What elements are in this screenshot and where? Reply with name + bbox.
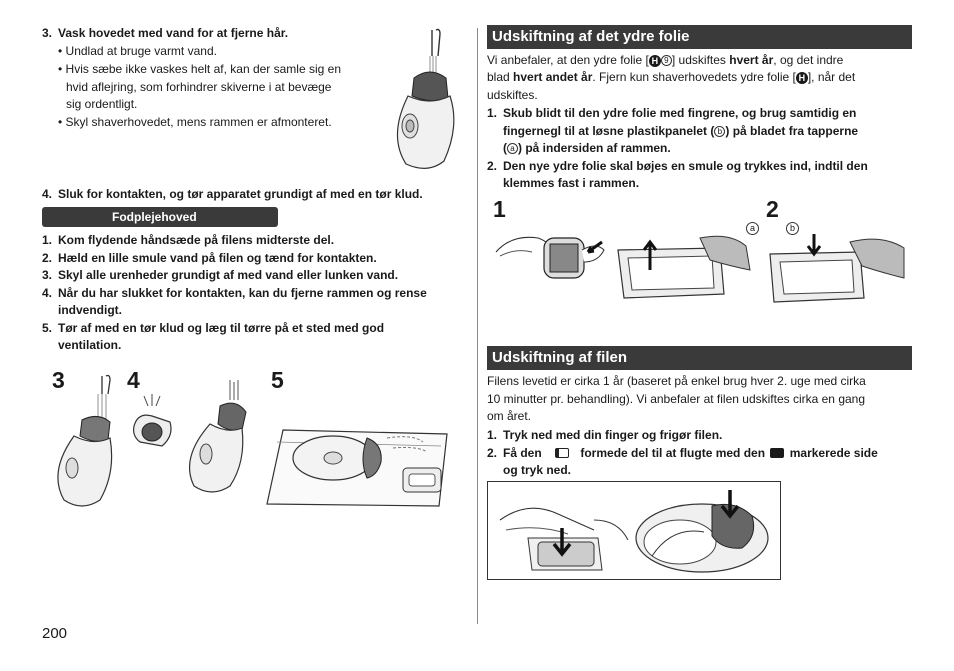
foil-step-2-number: 2.	[487, 159, 498, 173]
foot-file-drying-illustration	[263, 420, 449, 512]
foot-step-number: 3.	[42, 268, 53, 282]
foil-section-heading	[487, 25, 912, 49]
file-section-title: Udskiftning af filen	[492, 349, 627, 366]
foil-intro-text: ] udskiftes	[671, 53, 730, 67]
page-number: 200	[42, 625, 68, 642]
foil-figure-label-2: 2	[766, 196, 779, 222]
bullet-line: sig ordentligt.	[66, 97, 138, 111]
file-step-2-text	[503, 445, 878, 462]
foil-section-title: Udskiftning af det ydre folie	[492, 28, 690, 45]
marked-side-icon	[770, 448, 784, 458]
foil-step-1-number: 1.	[487, 106, 498, 120]
bullet-line: • Skyl shaverhovedet, mens rammen er afmonteret.	[58, 115, 332, 129]
file-section-heading	[487, 346, 912, 370]
foil-step-1-part: fingernegl til at løsne plastikpanelet (	[503, 124, 715, 138]
foot-step-text: Kom flydende håndsæde på filens midterste del.	[58, 233, 335, 247]
column-divider	[477, 28, 478, 624]
foil-removal-hand-illustration	[492, 222, 612, 292]
foil-intro-line: udskiftes.	[487, 88, 538, 102]
foil-step-1-text	[503, 140, 671, 157]
bullet-line: hvid aflejring, som forhindrer skiverne i at bevæge	[66, 80, 332, 94]
foot-step-text: Tør af med en tør klud og læg til tørre på et sted med god	[58, 321, 385, 335]
file-insert-illustration	[632, 486, 772, 576]
foot-step-number: 5.	[42, 321, 53, 335]
file-intro-line: 10 minutter pr. behandling). Vi anbefaler at filen udskiftes cirka en gang	[487, 392, 866, 406]
figure-label-5: 5	[271, 367, 284, 393]
foil-step-2-text: Den nye ydre folie skal bøjes en smule og trykkes ind, indtil den	[503, 159, 868, 173]
file-release-illustration	[498, 490, 630, 574]
foot-step-number: 2.	[42, 251, 53, 265]
figure-label-4: 4	[127, 367, 140, 393]
part-9-icon: 9	[661, 55, 672, 66]
marker-b-text: b	[789, 223, 795, 233]
file-step-1-number: 1.	[487, 428, 498, 442]
file-step-2-part: formede del til at flugte med den	[580, 446, 766, 460]
step-3-title: Vask hovedet med vand for at fjerne hår.	[58, 26, 289, 40]
foot-care-heading	[42, 207, 278, 227]
foil-step-1-text	[503, 123, 858, 140]
foil-intro-emph: hvert år	[729, 53, 774, 67]
foil-intro-line	[487, 52, 843, 69]
rinse-shaver-illustration	[380, 26, 470, 176]
foot-file-switch-illustration	[180, 378, 260, 498]
foot-step-text: Skyl alle urenheder grundigt af med vand eller lunken vand.	[58, 268, 399, 282]
foil-step-1-text: Skub blidt til den ydre folie med fingrene, og brug samtidig en	[503, 106, 857, 120]
figure-label-3: 3	[52, 367, 65, 393]
foot-file-rinse-illustration	[46, 372, 126, 512]
foot-step-number: 1.	[42, 233, 53, 247]
step-3-number: 3.	[42, 26, 53, 40]
foot-file-head-illustration	[130, 392, 178, 454]
foil-step-1-part: ) på indersiden af rammen.	[518, 141, 671, 155]
file-step-2-part: Få den	[503, 446, 542, 460]
outer-foil-icon: H	[649, 55, 661, 67]
file-step-2-text: og tryk ned.	[503, 463, 572, 477]
file-step-2-part: markerede side	[789, 446, 878, 460]
foot-step-text: Når du har slukket for kontakten, kan du fjerne rammen og rense	[58, 286, 427, 300]
foil-step-2-text: klemmes fast i rammen.	[503, 176, 640, 190]
file-intro-line: Filens levetid er cirka 1 år (baseret på enkel brug hver 2. uge med cirka	[487, 374, 866, 388]
marker-b-icon: b	[714, 126, 725, 137]
file-intro-line: om året.	[487, 409, 532, 423]
step-4-title: Sluk for kontakten, og tør apparatet grundigt af med en tør klud.	[58, 187, 423, 201]
foil-intro-text: Vi anbefaler, at den ydre folie [	[487, 53, 649, 67]
bullet-line: • Hvis sæbe ikke vaskes helt af, kan der samle sig en	[58, 62, 341, 76]
foil-intro-text: ], når det	[807, 70, 856, 84]
foil-step-1-part: (	[503, 141, 507, 155]
foot-step-number: 4.	[42, 286, 53, 300]
file-step-2-number: 2.	[487, 446, 498, 460]
foot-step-text: ventilation.	[58, 338, 122, 352]
bullet-line: • Undlad at bruge varmt vand.	[58, 44, 217, 58]
foil-intro-text: . Fjern kun shaverhovedets ydre folie [	[592, 70, 796, 84]
foot-step-text: Hæld en lille smule vand på filen og tænd for kontakten.	[58, 251, 377, 265]
step-4-number: 4.	[42, 187, 53, 201]
file-step-1-text: Tryk ned med din finger og frigør filen.	[503, 428, 723, 442]
foil-intro-line	[487, 69, 855, 86]
foil-intro-text: , og det indre	[773, 53, 844, 67]
shaped-part-icon	[555, 448, 569, 458]
marker-a-label	[746, 222, 759, 235]
foil-figure-label-1: 1	[493, 196, 506, 222]
foot-care-heading-label: Fodplejehoved	[112, 210, 197, 224]
foot-step-text: indvendigt.	[58, 303, 122, 317]
foil-step-1-part: ) på bladet fra tapperne	[725, 124, 859, 138]
outer-foil-icon: H	[796, 72, 808, 84]
marker-a-text: a	[749, 223, 755, 233]
foil-intro-text: blad	[487, 70, 514, 84]
foil-insert-illustration	[764, 232, 912, 304]
marker-a-icon: a	[507, 143, 518, 154]
foil-intro-emph: hvert andet år	[513, 70, 593, 84]
foil-frame-illustration	[610, 230, 760, 302]
